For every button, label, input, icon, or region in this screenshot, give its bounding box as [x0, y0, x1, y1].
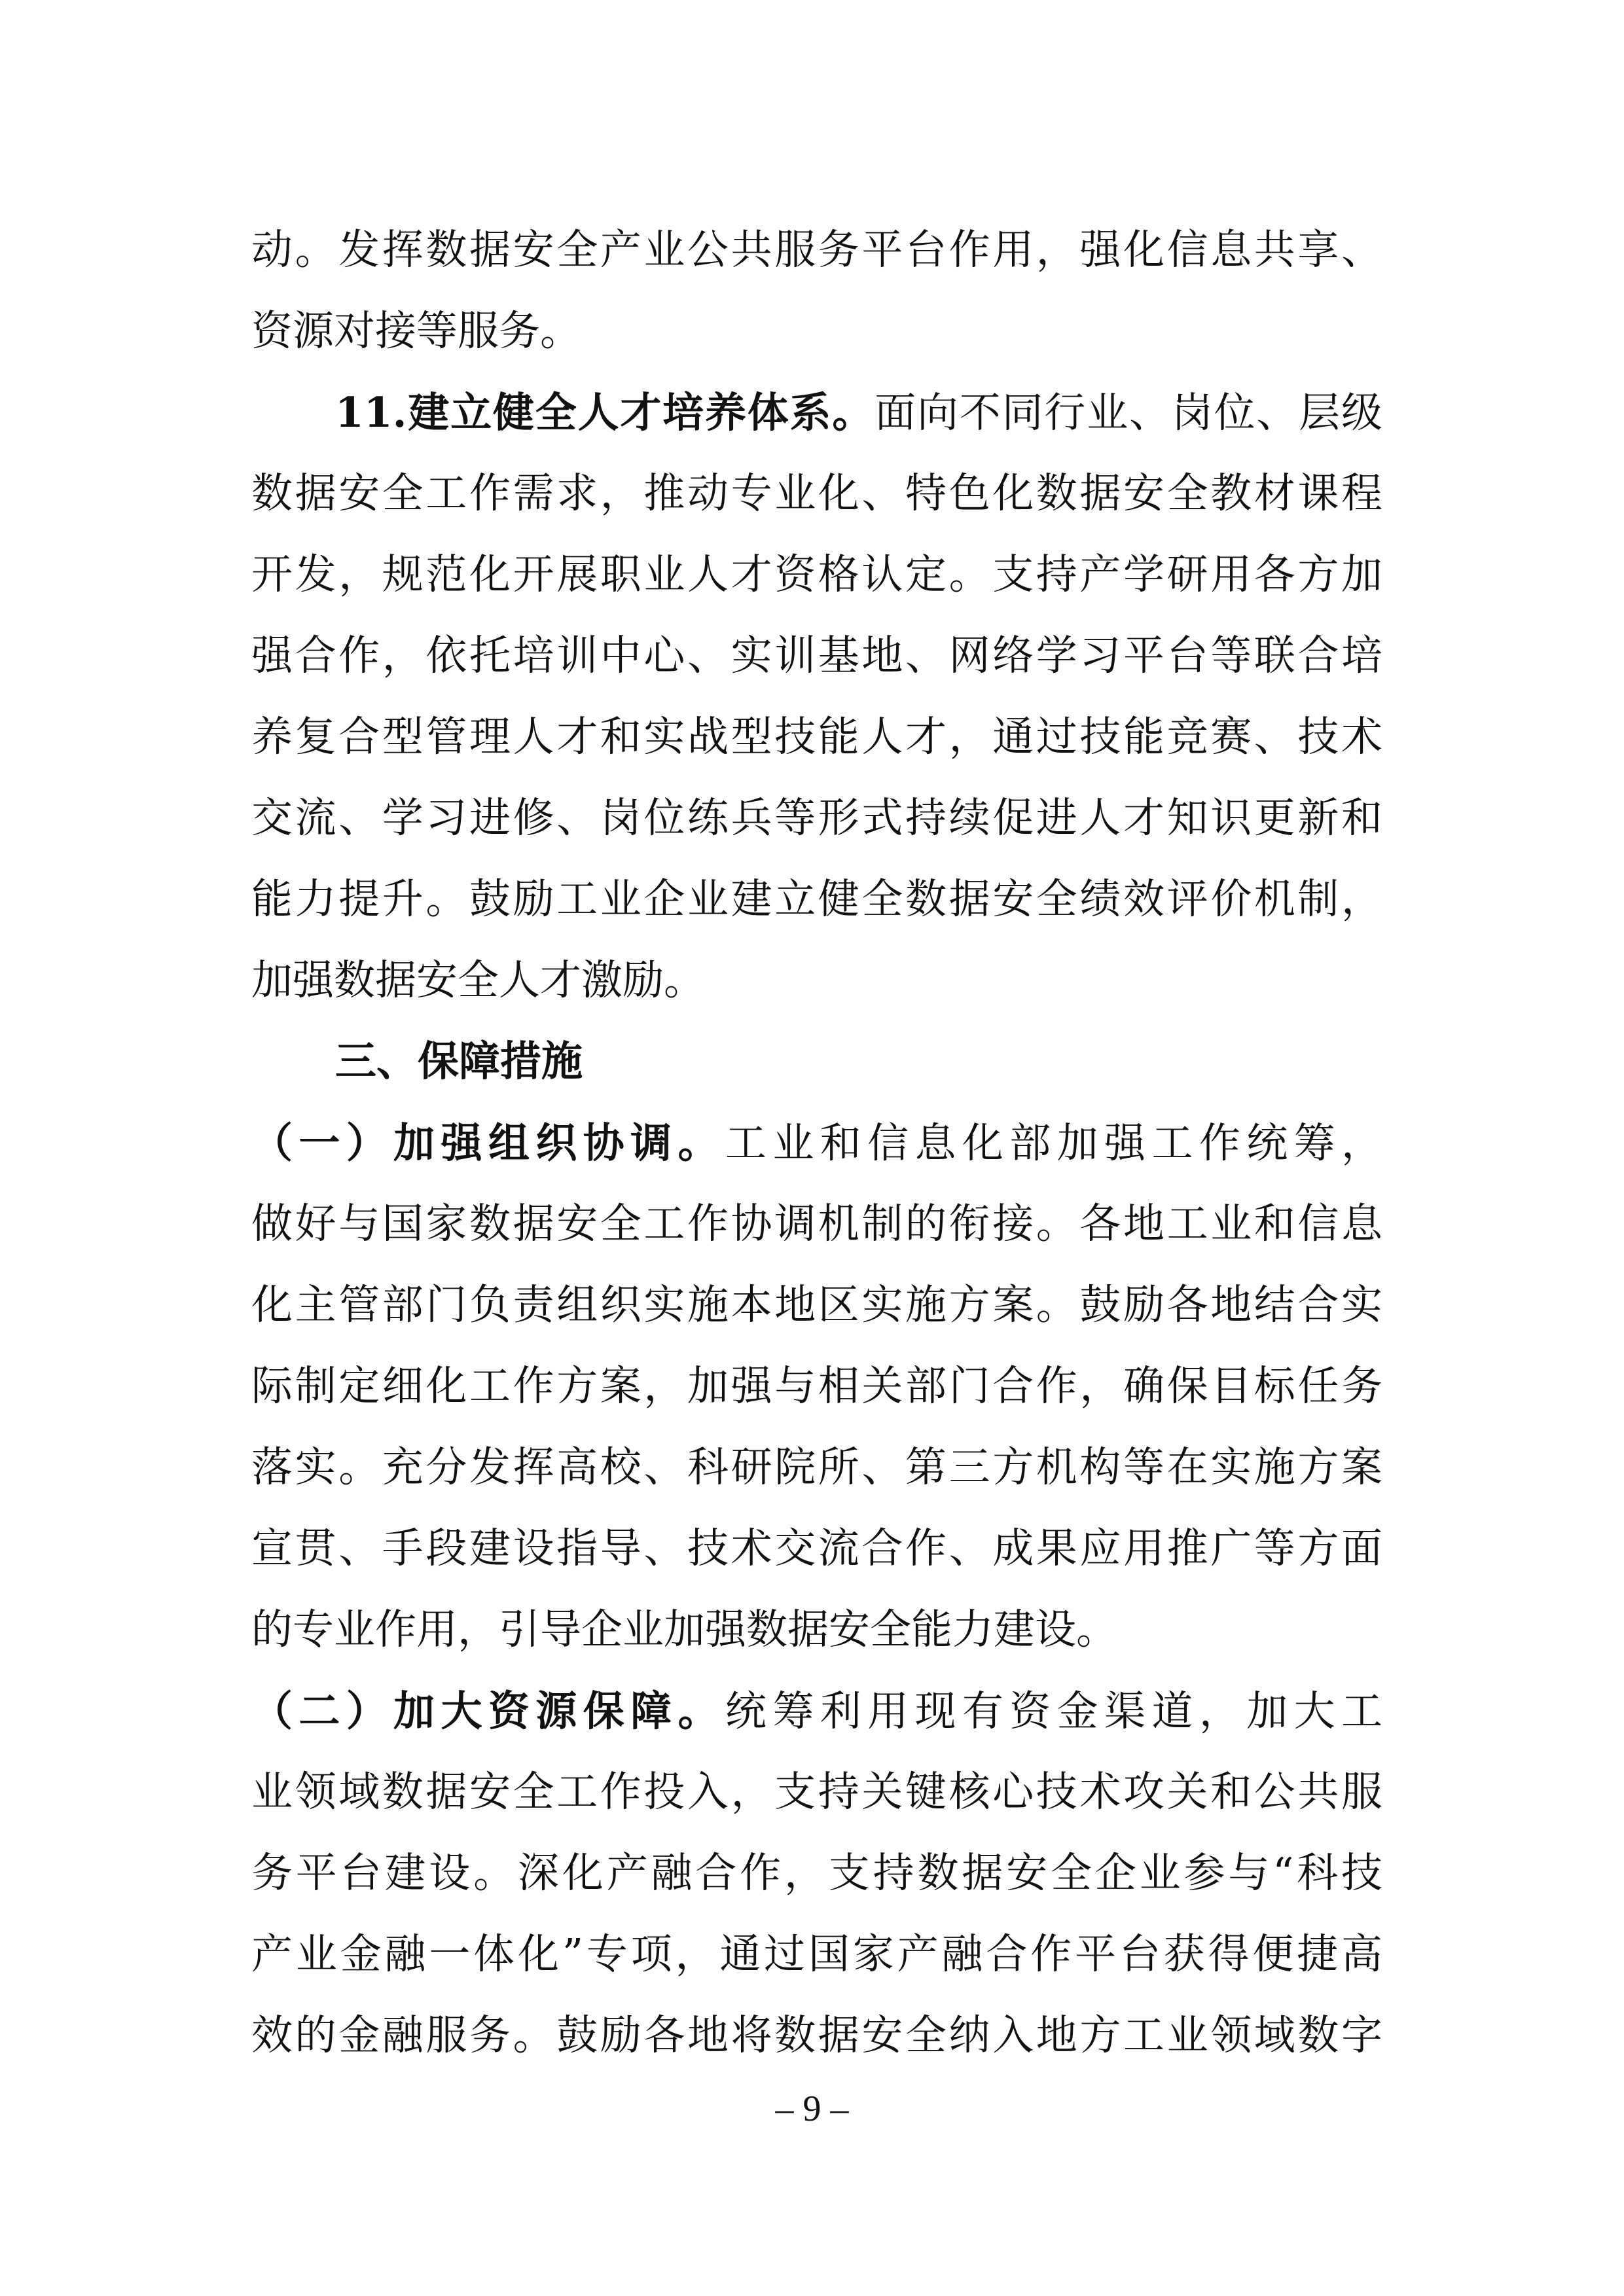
text-line-content: 务平台建设。深化产融合作，支持数据安全企业参与“科技 [251, 1849, 1382, 1897]
text-line [251, 1995, 1382, 2076]
text-line-content: 强合作，依托培训中心、实训基地、网络学习平台等联合培 [251, 632, 1382, 679]
text-line [251, 1346, 1382, 1427]
item-lead: （一）加强组织协调。 [251, 1119, 725, 1167]
text-line-content: 宣贯、手段建设指导、技术交流合作、成果应用推广等方面 [251, 1524, 1382, 1572]
item-lead: 11.建立健全人才培养体系。 [335, 388, 875, 437]
text-line-content: 资源对接等服务。 [251, 307, 581, 355]
text-line-content: 产业金融一体化”专项，通过国家产融合作平台获得便捷高 [251, 1930, 1382, 1978]
text-line [251, 696, 1382, 778]
text-line [251, 1589, 1382, 1670]
section-heading-text: 三、保障措施 [335, 1037, 583, 1085]
text-line [251, 453, 1382, 534]
text-line-content: 面向不同行业、岗位、层级 [875, 389, 1382, 437]
text-line [251, 209, 1382, 291]
text-line-content: 养复合型管理人才和实战型技能人才，通过技能竞赛、技术 [251, 713, 1382, 761]
text-line [251, 1265, 1382, 1346]
text-line-content: 落实。充分发挥高校、科研院所、第三方机构等在实施方案 [251, 1443, 1382, 1491]
text-line [251, 1670, 1382, 1751]
text-line [251, 1427, 1382, 1508]
text-line-content: 加强数据安全人才激励。 [251, 956, 705, 1004]
text-line [251, 1102, 1382, 1183]
text-line-content: 的专业作用，引导企业加强数据安全能力建设。 [251, 1605, 1117, 1653]
text-line-content: 数据安全工作需求，推动专业化、特色化数据安全教材课程 [251, 469, 1382, 517]
text-line [251, 534, 1382, 615]
document-body [251, 209, 1382, 2076]
text-line-content: 工业和信息化部加强工作统筹， [725, 1119, 1383, 1167]
text-line [251, 1833, 1382, 1914]
text-line [251, 1914, 1382, 1995]
text-line-content: 际制定细化工作方案，加强与相关部门合作，确保目标任务 [251, 1362, 1382, 1410]
text-line-content: 做好与国家数据安全工作协调机制的衔接。各地工业和信息 [251, 1200, 1382, 1247]
text-line-content: 效的金融服务。鼓励各地将数据安全纳入地方工业领域数字 [251, 2011, 1382, 2059]
text-line [251, 940, 1382, 1021]
page-number: – 9 – [775, 2089, 849, 2129]
text-line [251, 778, 1382, 859]
text-line-content: 统筹利用现有资金渠道，加大工 [725, 1687, 1383, 1735]
text-line-content: 动。发挥数据安全产业公共服务平台作用，强化信息共享、 [251, 226, 1382, 274]
text-line [251, 1508, 1382, 1589]
text-line-content: 开发，规范化开展职业人才资格认定。支持产学研用各方加 [251, 550, 1382, 598]
text-line [251, 859, 1382, 940]
text-line-content: 化主管部门负责组织实施本地区实施方案。鼓励各地结合实 [251, 1281, 1382, 1329]
text-line-content: 能力提升。鼓励工业企业建立健全数据安全绩效评价机制， [251, 875, 1382, 923]
text-line-content: 业领域数据安全工作投入，支持关键核心技术攻关和公共服 [251, 1768, 1382, 1816]
text-line-content: 交流、学习进修、岗位练兵等形式持续促进人才知识更新和 [251, 794, 1382, 842]
text-line [251, 615, 1382, 696]
text-line [251, 291, 1382, 372]
item-lead: （二）加大资源保障。 [251, 1687, 725, 1735]
text-line [251, 1751, 1382, 1833]
text-line [251, 372, 1382, 453]
section-heading [251, 1021, 1382, 1102]
text-line [251, 1183, 1382, 1265]
